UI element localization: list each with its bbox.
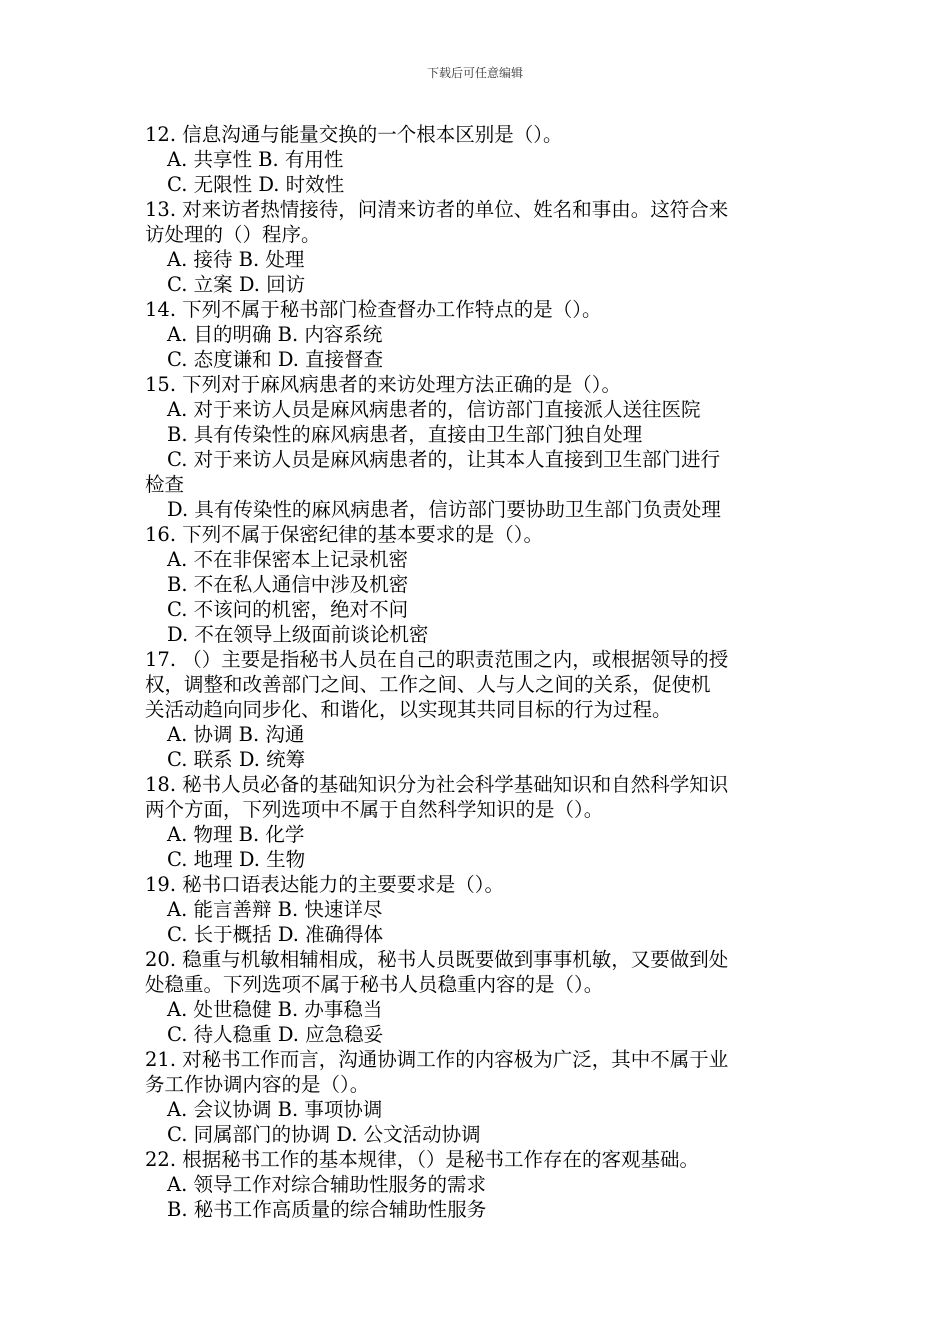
option-line: A. 物理 B. 化学 xyxy=(167,823,305,846)
question-stem-line: 12. 信息沟通与能量交换的一个根本区别是（）。 xyxy=(145,123,563,146)
option-line: C. 无限性 D. 时效性 xyxy=(167,173,345,196)
option-line: D. 具有传染性的麻风病患者，信访部门要协助卫生部门负责处理 xyxy=(167,498,721,521)
option-line: D. 不在领导上级面前谈论机密 xyxy=(167,623,429,646)
question-stem-line: 访处理的（）程序。 xyxy=(145,223,321,246)
option-line: C. 对于来访人员是麻风病患者的，让其本人直接到卫生部门进行 xyxy=(167,448,721,471)
question-19 xyxy=(145,872,810,947)
option-line: B. 不在私人通信中涉及机密 xyxy=(167,573,409,596)
option-continuation-line: 检查 xyxy=(145,473,185,496)
option-line: C. 联系 D. 统筹 xyxy=(167,748,306,771)
question-16 xyxy=(145,522,810,647)
question-stem-line: 18. 秘书人员必备的基础知识分为社会科学基础知识和自然科学知识 xyxy=(145,773,729,796)
question-stem-line: 16. 下列不属于保密纪律的基本要求的是（）。 xyxy=(145,523,543,546)
question-22 xyxy=(145,1147,810,1222)
question-stem-line: 17. （）主要是指秘书人员在自己的职责范围之内，或根据领导的授 xyxy=(145,648,729,671)
question-stem-line: 处稳重。下列选项不属于秘书人员稳重内容的是（）。 xyxy=(145,973,604,996)
question-stem-line: 19. 秘书口语表达能力的主要要求是（）。 xyxy=(145,873,504,896)
option-line: C. 长于概括 D. 准确得体 xyxy=(167,923,384,946)
question-stem-line: 权，调整和改善部门之间、工作之间、人与人之间的关系，促使机 xyxy=(145,673,711,696)
question-stem-line: 务工作协调内容的是（）。 xyxy=(145,1073,370,1096)
question-list xyxy=(145,122,810,1222)
question-stem-line: 关活动趋向同步化、和谐化，以实现其共同目标的行为过程。 xyxy=(145,698,672,721)
option-line: C. 不该问的机密，绝对不问 xyxy=(167,598,409,621)
question-18 xyxy=(145,772,810,872)
option-line: A. 协调 B. 沟通 xyxy=(167,723,305,746)
option-line: C. 态度谦和 D. 直接督查 xyxy=(167,348,384,371)
question-17 xyxy=(145,647,810,772)
option-line: A. 不在非保密本上记录机密 xyxy=(167,548,408,571)
option-line: C. 同属部门的协调 D. 公文活动协调 xyxy=(167,1123,481,1146)
question-stem-line: 20. 稳重与机敏相辅相成，秘书人员既要做到事事机敏，又要做到处 xyxy=(145,948,729,971)
question-stem-line: 两个方面，下列选项中不属于自然科学知识的是（）。 xyxy=(145,798,604,821)
question-15 xyxy=(145,372,810,522)
option-line: A. 能言善辩 B. 快速详尽 xyxy=(167,898,383,921)
question-stem-line: 13. 对来访者热情接待，问清来访者的单位、姓名和事由。这符合来 xyxy=(145,198,729,221)
option-line: C. 立案 D. 回访 xyxy=(167,273,306,296)
option-line: C. 待人稳重 D. 应急稳妥 xyxy=(167,1023,384,1046)
question-stem-line: 21. 对秘书工作而言，沟通协调工作的内容极为广泛，其中不属于业 xyxy=(145,1048,729,1071)
option-line: A. 对于来访人员是麻风病患者的，信访部门直接派人送往医院 xyxy=(167,398,701,421)
page-header: 下载后可任意编辑 xyxy=(426,66,523,80)
question-13 xyxy=(145,197,810,297)
question-12 xyxy=(145,122,810,197)
option-line: B. 具有传染性的麻风病患者，直接由卫生部门独自处理 xyxy=(167,423,643,446)
question-stem-line: 14. 下列不属于秘书部门检查督办工作特点的是（）。 xyxy=(145,298,602,321)
option-line: A. 接待 B. 处理 xyxy=(167,248,305,271)
question-20 xyxy=(145,947,810,1047)
question-14 xyxy=(145,297,810,372)
option-line: C. 地理 D. 生物 xyxy=(167,848,306,871)
question-stem-line: 22. 根据秘书工作的基本规律，（）是秘书工作存在的客观基础。 xyxy=(145,1148,699,1171)
option-line: A. 领导工作对综合辅助性服务的需求 xyxy=(167,1173,486,1196)
option-line: A. 共享性 B. 有用性 xyxy=(167,148,344,171)
option-line: B. 秘书工作高质量的综合辅助性服务 xyxy=(167,1198,487,1221)
option-line: A. 目的明确 B. 内容系统 xyxy=(167,323,383,346)
option-line: A. 会议协调 B. 事项协调 xyxy=(167,1098,383,1121)
option-line: A. 处世稳健 B. 办事稳当 xyxy=(167,998,383,1021)
question-stem-line: 15. 下列对于麻风病患者的来访处理方法正确的是（）。 xyxy=(145,373,621,396)
question-21 xyxy=(145,1047,810,1147)
